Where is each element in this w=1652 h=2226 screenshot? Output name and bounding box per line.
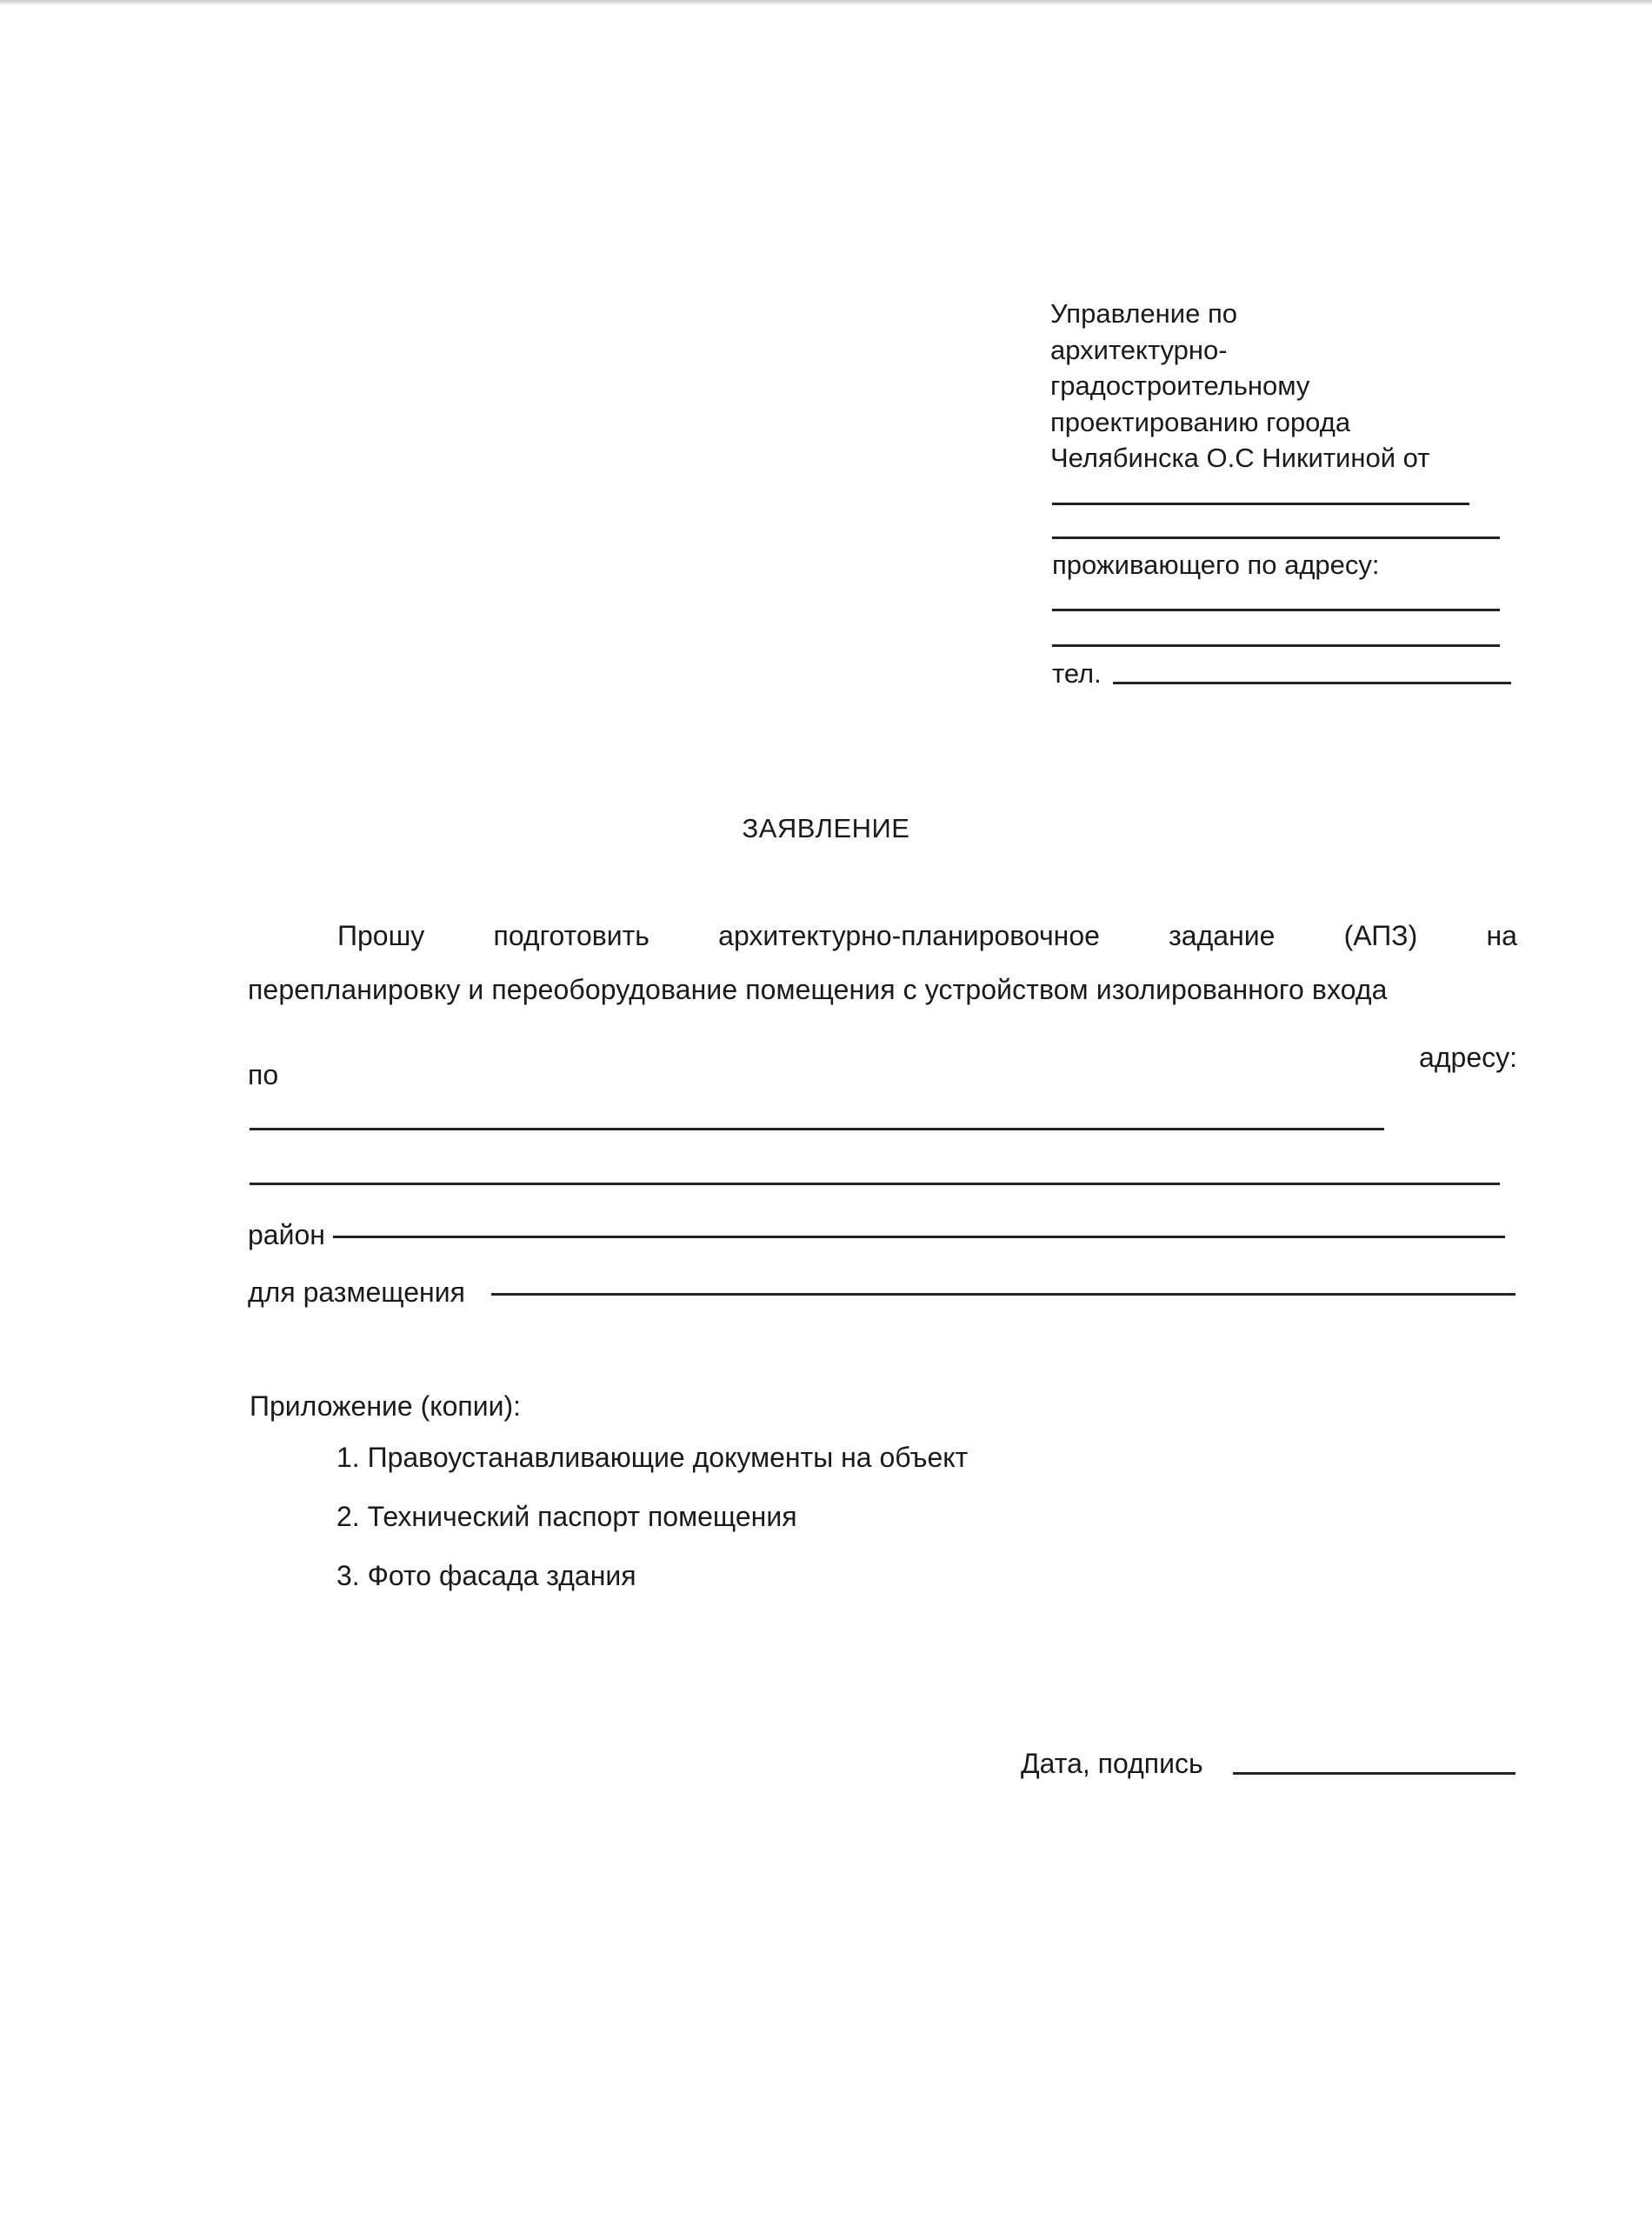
- phone-label: тел.: [1052, 658, 1102, 689]
- addressee-line: проектированию города: [1050, 406, 1351, 437]
- applicant-name-line-1[interactable]: [1052, 503, 1469, 505]
- attachment-item: 1. Правоустанавливающие документы на объект: [336, 1442, 969, 1473]
- residing-label: проживающего по адресу:: [1052, 550, 1380, 580]
- applicant-name-line-2[interactable]: [1052, 537, 1500, 539]
- addressee-line: архитектурно-: [1050, 334, 1228, 365]
- placement-line[interactable]: [491, 1293, 1515, 1296]
- body-word: (АПЗ): [1343, 920, 1418, 951]
- body-word-address: адресу:: [1419, 1042, 1517, 1073]
- applicant-address-line-2[interactable]: [1052, 644, 1500, 647]
- body-line-2: перепланировку и переоборудование помещения с устройством изолированного входа: [248, 974, 1388, 1005]
- signature-line[interactable]: [1233, 1772, 1515, 1775]
- district-label: район: [248, 1219, 325, 1250]
- body-word: подготовить: [493, 920, 649, 951]
- placement-label: для размещения: [248, 1276, 465, 1308]
- attachment-item: 2. Технический паспорт помещения: [336, 1501, 797, 1532]
- object-address-line-2[interactable]: [250, 1183, 1500, 1185]
- addressee-line: Челябинска О.С Никитиной от: [1050, 443, 1430, 473]
- addressee-line: Управление по: [1050, 298, 1237, 329]
- scan-edge: [0, 0, 1652, 5]
- attachments-heading: Приложение (копии):: [250, 1390, 522, 1422]
- body-word: на: [1486, 920, 1517, 951]
- phone-line[interactable]: [1113, 682, 1511, 684]
- applicant-address-line-1[interactable]: [1052, 609, 1500, 611]
- addressee-block: [1050, 296, 1537, 477]
- body-word-po: по: [248, 1059, 279, 1090]
- body-line-3: [248, 1042, 1517, 1091]
- body-word: Прошу: [337, 920, 425, 951]
- district-line-cont[interactable]: [333, 1236, 1505, 1238]
- attachment-item: 3. Фото фасада здания: [336, 1560, 636, 1591]
- document-title: ЗАЯВЛЕНИЕ: [742, 813, 910, 843]
- body-word: архитектурно-планировочное: [718, 920, 1100, 951]
- body-word: задание: [1169, 920, 1276, 951]
- addressee-line: градостроительному: [1050, 370, 1310, 401]
- body-line-1: [248, 920, 1517, 952]
- object-address-line-1[interactable]: [250, 1128, 1384, 1130]
- signature-label: Дата, подпись: [1021, 1748, 1203, 1779]
